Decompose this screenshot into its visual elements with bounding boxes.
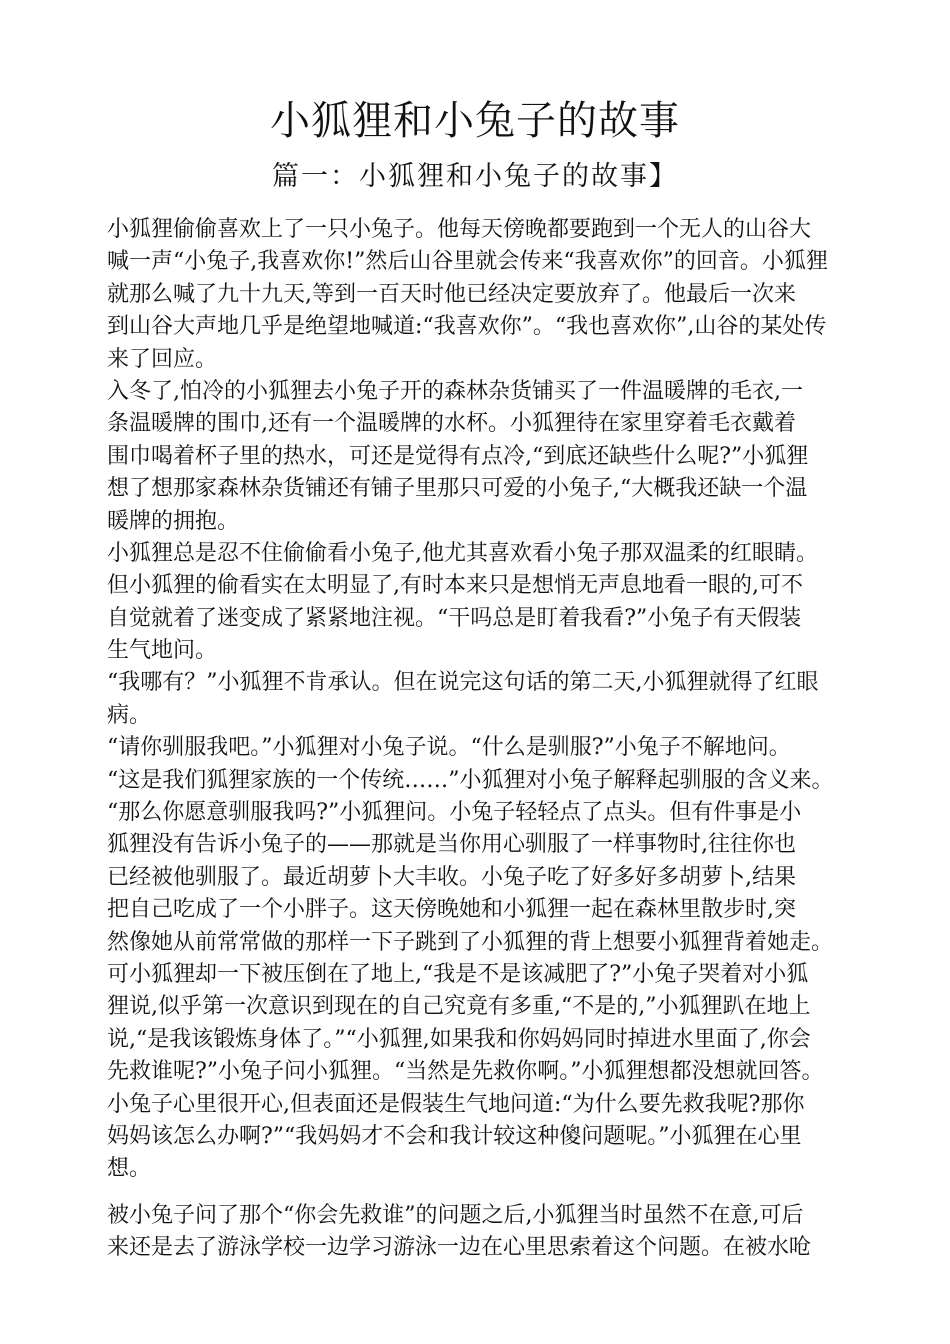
text-line: 狐狸没有告诉小兔子的——那就是当你用心驯服了一样事物时,往往你也 xyxy=(107,832,796,858)
text-line: 想了想那家森林杂货铺还有铺子里那只可爱的小兔子,“大概我还缺一个温 xyxy=(107,476,808,502)
text-line: 就那么喊了九十九天,等到一百天时他已经决定要放弃了。他最后一次来 xyxy=(107,281,796,307)
text-line: 生气地问。 xyxy=(107,638,218,664)
text-line: 可小狐狸却一下被压倒在了地上,“我是不是该减肥了?”小兔子哭着对小狐 xyxy=(107,961,809,987)
text-line: “这是我们狐狸家族的一个传统……”小狐狸对小兔子解释起驯服的含义来。 xyxy=(107,767,834,793)
document-subtitle: 篇一：小狐狸和小兔子的故事】 xyxy=(272,161,678,192)
text-line: “我哪有？”小狐狸不肯承认。但在说完这句话的第二天,小狐狸就得了红眼 xyxy=(107,670,819,696)
text-line: “请你驯服我吧。”小狐狸对小兔子说。“什么是驯服?”小兔子不解地问。 xyxy=(107,735,791,761)
text-line: “那么你愿意驯服我吗?”小狐狸问。小兔子轻轻点了点头。但有件事是小 xyxy=(107,800,802,826)
text-line: 小狐狸偷偷喜欢上了一只小兔子。他每天傍晚都要跑到一个无人的山谷大 xyxy=(107,217,812,242)
text-line: 病。 xyxy=(107,702,152,728)
text-line: 来还是去了游泳学校一边学习游泳一边在心里思索着这个问题。在被水呛 xyxy=(107,1235,812,1261)
text-line: 狸说,似乎第一次意识到现在的自己究竟有多重,“不是的,”小狐狸趴在地上 xyxy=(107,994,811,1020)
text-line: 说,“是我该锻炼身体了。”“小狐狸,如果我和你妈妈同时掉进水里面了,你会 xyxy=(107,1026,811,1052)
text-line: 但小狐狸的偷看实在太明显了,有时本来只是想悄无声息地看一眼的,可不 xyxy=(107,573,803,599)
text-line: 自觉就着了迷变成了紧紧地注视。“干吗总是盯着我看?”小兔子有天假装 xyxy=(107,605,802,631)
text-line: 来了回应。 xyxy=(107,346,218,372)
text-line: 喊一声“小兔子,我喜欢你!”然后山谷里就会传来“我喜欢你”的回音。小狐狸 xyxy=(107,249,828,275)
document-body xyxy=(107,214,887,1265)
text-line: 小兔子心里很开心,但表面还是假装生气地问道:“为什么要先救我呢?那你 xyxy=(107,1091,805,1117)
text-line: 条温暖牌的围巾,还有一个温暖牌的水杯。小狐狸待在家里穿着毛衣戴着 xyxy=(107,411,796,437)
text-line: 把自己吃成了一个小胖子。这天傍晚她和小狐狸一起在森林里散步时,突 xyxy=(107,897,796,923)
text-line: 到山谷大声地几乎是绝望地喊道:“我喜欢你”。“我也喜欢你”,山谷的某处传 xyxy=(107,314,827,340)
text-line: 想。 xyxy=(107,1156,152,1182)
paragraph-gap xyxy=(107,1186,887,1200)
text-line: 入冬了,怕冷的小狐狸去小兔子开的森林杂货铺买了一件温暖牌的毛衣,一 xyxy=(107,378,803,404)
text-line: 先救谁呢?”小兔子问小狐狸。“当然是先救你啊。”小狐狸想都没想就回答。 xyxy=(107,1059,824,1085)
text-line: 已经被他驯服了。最近胡萝卜大丰收。小兔子吃了好多好多胡萝卜,结果 xyxy=(107,864,796,890)
text-line: 妈妈该怎么办啊?”“我妈妈才不会和我计较这种傻问题呢。”小狐狸在心里 xyxy=(107,1123,802,1149)
text-line: 小狐狸总是忍不住偷偷看小兔子,他尤其喜欢看小兔子那双温柔的红眼睛。 xyxy=(107,540,818,566)
document-title: 小狐狸和小兔子的故事 xyxy=(270,98,680,144)
text-line: 然像她从前常常做的那样一下子跳到了小狐狸的背上想要小狐狸背着她走。 xyxy=(107,929,834,955)
text-line: 围巾喝着杯子里的热水，可还是觉得有点冷,“到底还缺些什么呢?”小狐狸 xyxy=(107,443,809,469)
text-line: 被小兔子问了那个“你会先救谁”的问题之后,小狐狸当时虽然不在意,可后 xyxy=(107,1202,804,1228)
text-line: 暖牌的拥抱。 xyxy=(107,508,240,534)
